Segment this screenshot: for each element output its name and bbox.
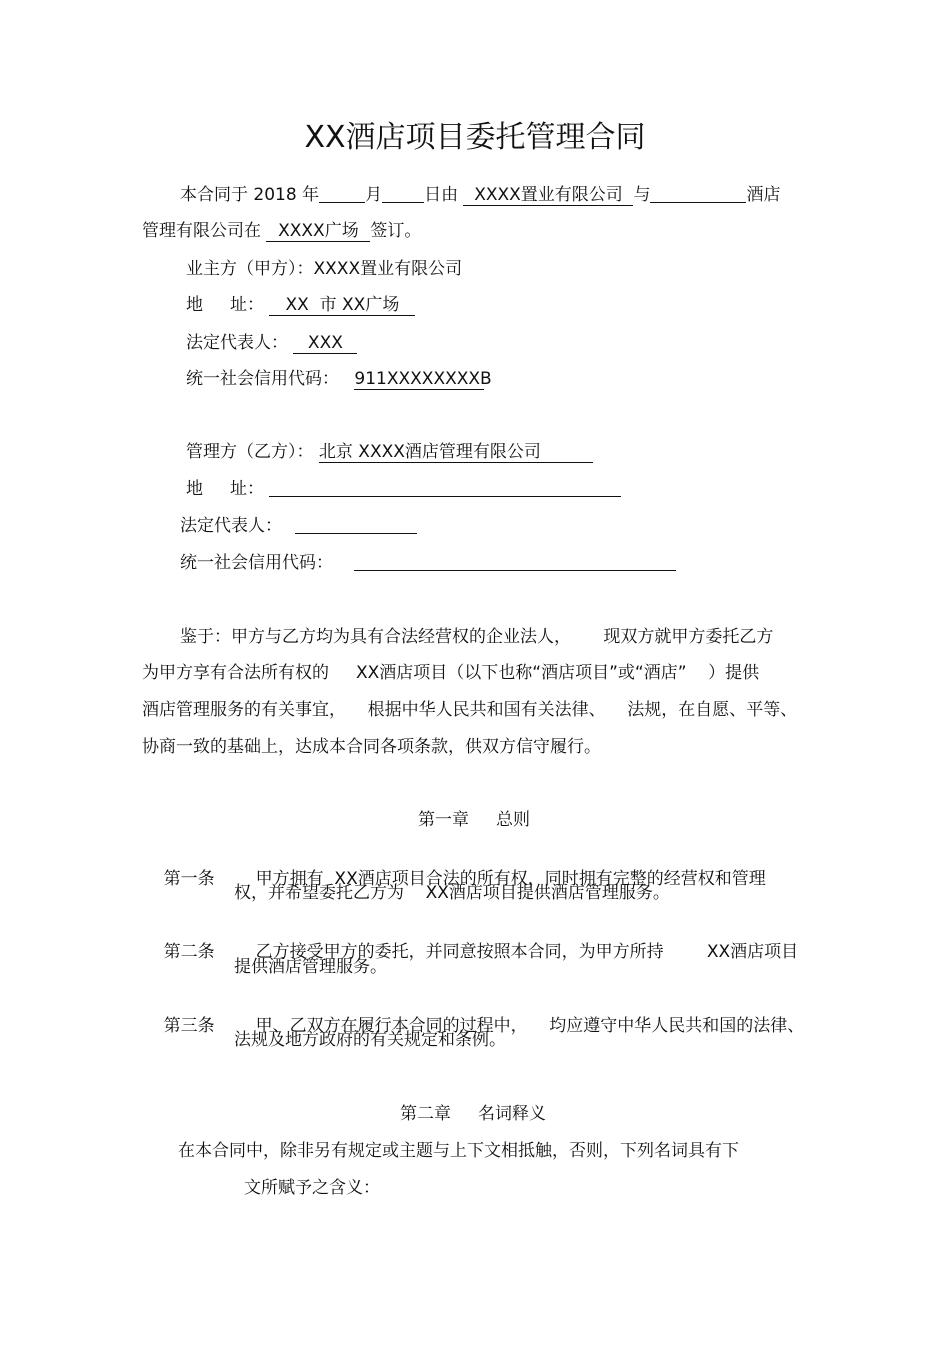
article-2-text-1: 乙方接受甲方的委托，并同意按照本合同，为甲方所持 XX酒店项目	[255, 942, 799, 962]
article-1-number: 第一条	[163, 869, 215, 889]
party-b-rep-label: 法定代表人：	[180, 516, 282, 536]
recital-line-3: 酒店管理服务的有关事宜， 根据中华人民共和国有关法律、 法规，在自愿、平等、	[142, 700, 798, 720]
month-blank	[382, 184, 424, 203]
document-title: XX酒店项目委托管理合同	[304, 120, 646, 155]
party-a-rep: XXX	[293, 333, 357, 354]
party-b-name: 北京 XXXX酒店管理有限公司	[319, 442, 593, 463]
recital-line-4: 协商一致的基础上，达成本合同各项条款，供双方信守履行。	[142, 737, 601, 757]
chapter-2-heading: 第二章 名词释义	[400, 1104, 547, 1124]
party-a-address-label: 地 址：	[186, 295, 265, 315]
intro-hotel: 酒店	[746, 185, 781, 205]
intro-date-prefix: 本合同于 2018 年	[180, 185, 320, 205]
party-b-rep-blank	[295, 515, 417, 534]
chapter-2-line-1: 在本合同中，除非另有规定或主题与上下文相抵触，否则，下列名词具有下	[178, 1141, 739, 1161]
article-3-text-1: 甲、乙双方在履行本合同的过程中， 均应遵守中华人民共和国的法律、	[255, 1016, 805, 1036]
article-2-number: 第二条	[163, 942, 215, 962]
party-b-code-row	[180, 552, 676, 574]
article-3-line-2: 法规及地方政府的有关规定和条例。	[234, 1030, 506, 1050]
recital-line-2: 为甲方享有合法所有权的 XX酒店项目（以下也称“酒店项目”或“酒店” ）提供	[142, 663, 760, 683]
party-b-address-row	[186, 478, 621, 500]
article-1-text-1: 甲方拥有 XX酒店项目合法的所有权，同时拥有完整的经营权和管理	[255, 869, 766, 889]
party-b-code-label: 统一社会信用代码：	[180, 553, 333, 573]
party-a-rep-label: 法定代表人：	[186, 333, 288, 353]
party-b-label: 管理方（乙方）：	[186, 442, 314, 462]
intro-line-1	[180, 184, 780, 206]
chapter-1-heading: 第一章 总则	[418, 810, 531, 830]
party-b-name-row	[186, 441, 593, 463]
party-a-code: 911XXXXXXXXB	[354, 369, 492, 389]
party-a-address-row	[186, 294, 415, 316]
party-b-code-blank	[354, 552, 676, 571]
signing-place-field: XXXX广场	[266, 221, 370, 242]
intro-month: 月	[365, 185, 383, 205]
chapter-2-line-2: 文所赋予之含义：	[244, 1178, 380, 1198]
party-a-name-row	[186, 258, 462, 280]
intro-mgmt-company: 管理有限公司在	[142, 221, 261, 241]
party-a-code-label: 统一社会信用代码：	[186, 369, 339, 389]
article-2-line-2: 提供酒店管理服务。	[234, 957, 387, 977]
intro-day: 日由	[424, 185, 459, 205]
party-b-address-label: 地 址：	[186, 479, 265, 499]
party-a-company-field: XXXX置业有限公司	[463, 185, 633, 206]
recital-line-1: 鉴于：甲方与乙方均为具有合法经营权的企业法人， 现双方就甲方委托乙方	[180, 627, 774, 647]
party-a-name: XXXX置业有限公司	[313, 259, 463, 279]
article-1-line-2: 权，并希望委托乙方为 XX酒店项目提供酒店管理服务。	[234, 883, 670, 903]
party-b-blank	[650, 184, 746, 203]
intro-with: 与	[633, 185, 651, 205]
party-b-address-blank	[269, 478, 621, 497]
intro-signed: 签订。	[370, 221, 422, 241]
article-3-number: 第三条	[163, 1016, 215, 1036]
intro-line-2	[142, 220, 421, 242]
party-a-rep-row	[186, 332, 357, 354]
year-blank	[319, 184, 365, 203]
party-a-code-row	[186, 368, 492, 390]
party-a-address: XX 市 XX广场	[269, 295, 415, 316]
party-b-rep-row	[180, 515, 417, 537]
party-a-label: 业主方（甲方）：	[186, 259, 314, 279]
